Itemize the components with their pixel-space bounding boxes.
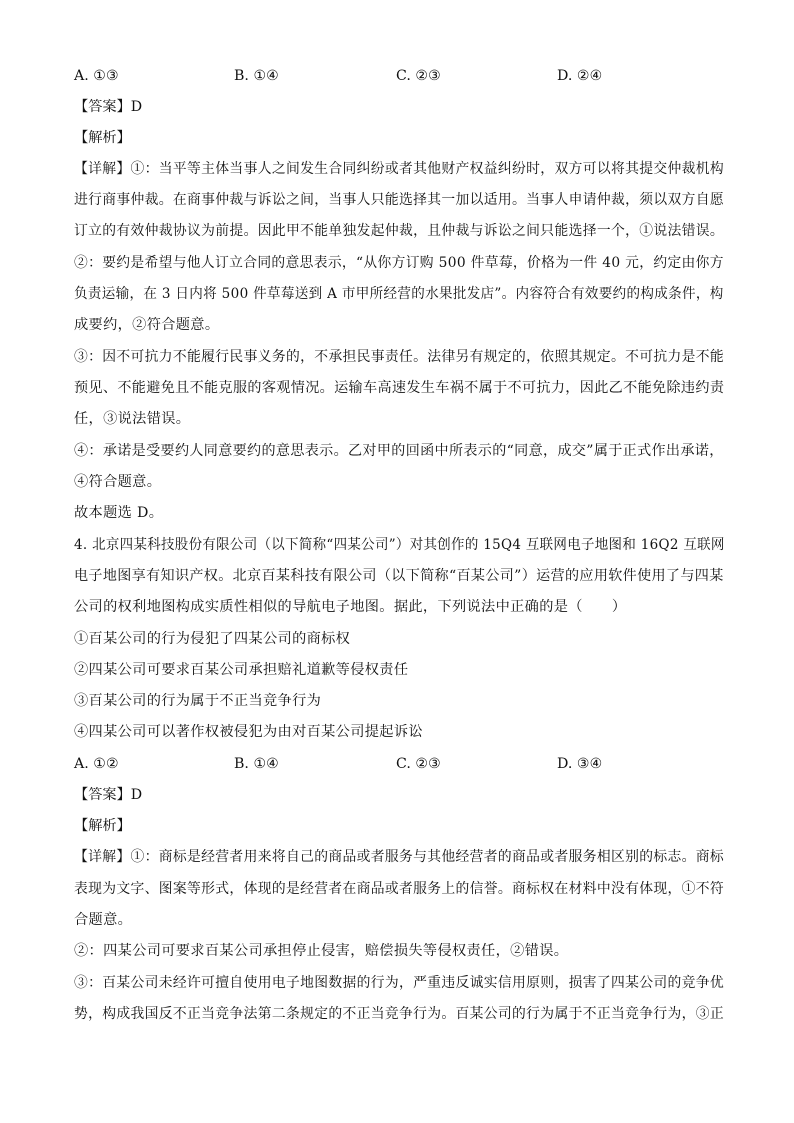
q3-detail-line: ③：因不可抗力不能履行民事义务的，不承担民事责任。法律另有规定的，依照其规定。不可抗力是不能 (74, 349, 725, 365)
q4-statement: ④四某公司可以著作权被侵犯为由对百某公司提起诉讼 (74, 724, 423, 740)
q4-stem-line: 4. 北京四某科技股份有限公司（以下简称“四某公司”）对其创作的 15Q4 互联网电子地图和 16Q2 互联网 (74, 537, 725, 553)
q3-detail-line: 负责运输，在 3 日内将 500 件草莓送到 A 市甲所经营的水果批发店”。内容符合有效要约的构成条件，构 (74, 286, 724, 302)
q4-detail-line: 【详解】①：商标是经营者用来将自己的商品或者服务与其他经营者的商品或者服务相区别的标志。商标 (74, 849, 725, 865)
q3-answer: 【答案】D (74, 99, 143, 115)
q3-detail-line: 【详解】①：当平等主体当事人之间发生合同纠纷或者其他财产权益纠纷时，双方可以将其提交仲裁机构 (74, 161, 725, 177)
q4-detail-line: ③：百某公司未经许可擅自使用电子地图数据的行为，严重违反诚实信用原则，损害了四某公司的竞争优 (74, 975, 725, 991)
q4-stem-line: 公司的权利地图构成实质性相似的导航电子地图。据此，下列说法中正确的是（ ） (74, 599, 627, 615)
q4-detail-line: ②：四某公司可要求百某公司承担停止侵害，赔偿损失等侵权责任，②错误。 (74, 943, 569, 959)
q3-detail-line: ②：要约是希望与他人订立合同的意思表示，“从你方订购 500 件草莓，价格为一件 40 元，约定由你方 (74, 255, 724, 271)
q3-option-a: A. ①③ (74, 68, 119, 84)
q4-detail-line: 势，构成我国反不正当竞争法第二条规定的不正当竞争行为。百某公司的行为属于不正当竞争行为，③正 (74, 1006, 725, 1022)
q4-answer: 【答案】D (74, 787, 143, 803)
q4-option-d: D. ③④ (557, 756, 603, 772)
q4-option-b: B. ①④ (234, 756, 279, 772)
q3-detail-line: 订立的有效仲裁协议为前提。因此甲不能单独发起仲裁，且仲裁与诉讼之间只能选择一个，①说法错误。 (74, 223, 725, 239)
q4-statement: ①百某公司的行为侵犯了四某公司的商标权 (74, 631, 351, 647)
q4-statement: ③百某公司的行为属于不正当竞争行为 (74, 693, 322, 709)
q4-analysis-heading: 【解析】 (74, 818, 131, 834)
q3-detail-line: 预见、不能避免且不能克服的客观情况。运输车高速发生车祸不属于不可抗力，因此乙不能免除违约责 (74, 380, 725, 396)
q4-statement: ②四某公司可要求百某公司承担赔礼道歉等侵权责任 (74, 662, 409, 678)
q3-option-d: D. ②④ (557, 68, 603, 84)
q3-detail-line: ④符合题意。 (74, 474, 162, 490)
q4-detail-line: 表现为文字、图案等形式，体现的是经营者在商品或者服务上的信誉。商标权在材料中没有体现，①不符 (74, 881, 725, 897)
q3-detail-line: 成要约，②符合题意。 (74, 317, 220, 333)
q3-detail-line: 进行商事仲裁。在商事仲裁与诉讼之间，当事人只能选择其一加以适用。当事人申请仲裁，须以双方自愿 (74, 192, 725, 208)
q4-detail-line: 合题意。 (74, 912, 133, 928)
q4-stem-line: 电子地图享有知识产权。北京百某科技有限公司（以下简称“百某公司”）运营的应用软件使用了与四某 (74, 568, 724, 584)
q3-detail-line: 任，③说法错误。 (74, 411, 191, 427)
q3-analysis-heading: 【解析】 (74, 130, 131, 146)
q3-conclusion: 故本题选 D。 (74, 505, 164, 521)
q3-detail-line: ④：承诺是受要约人同意要约的意思表示。乙对甲的回函中所表示的“同意，成交”属于正式作出承诺， (74, 443, 724, 459)
q4-option-a: A. ①② (74, 756, 119, 772)
q4-option-c: C. ②③ (396, 756, 441, 772)
q3-option-b: B. ①④ (234, 68, 279, 84)
q3-option-c: C. ②③ (396, 68, 441, 84)
